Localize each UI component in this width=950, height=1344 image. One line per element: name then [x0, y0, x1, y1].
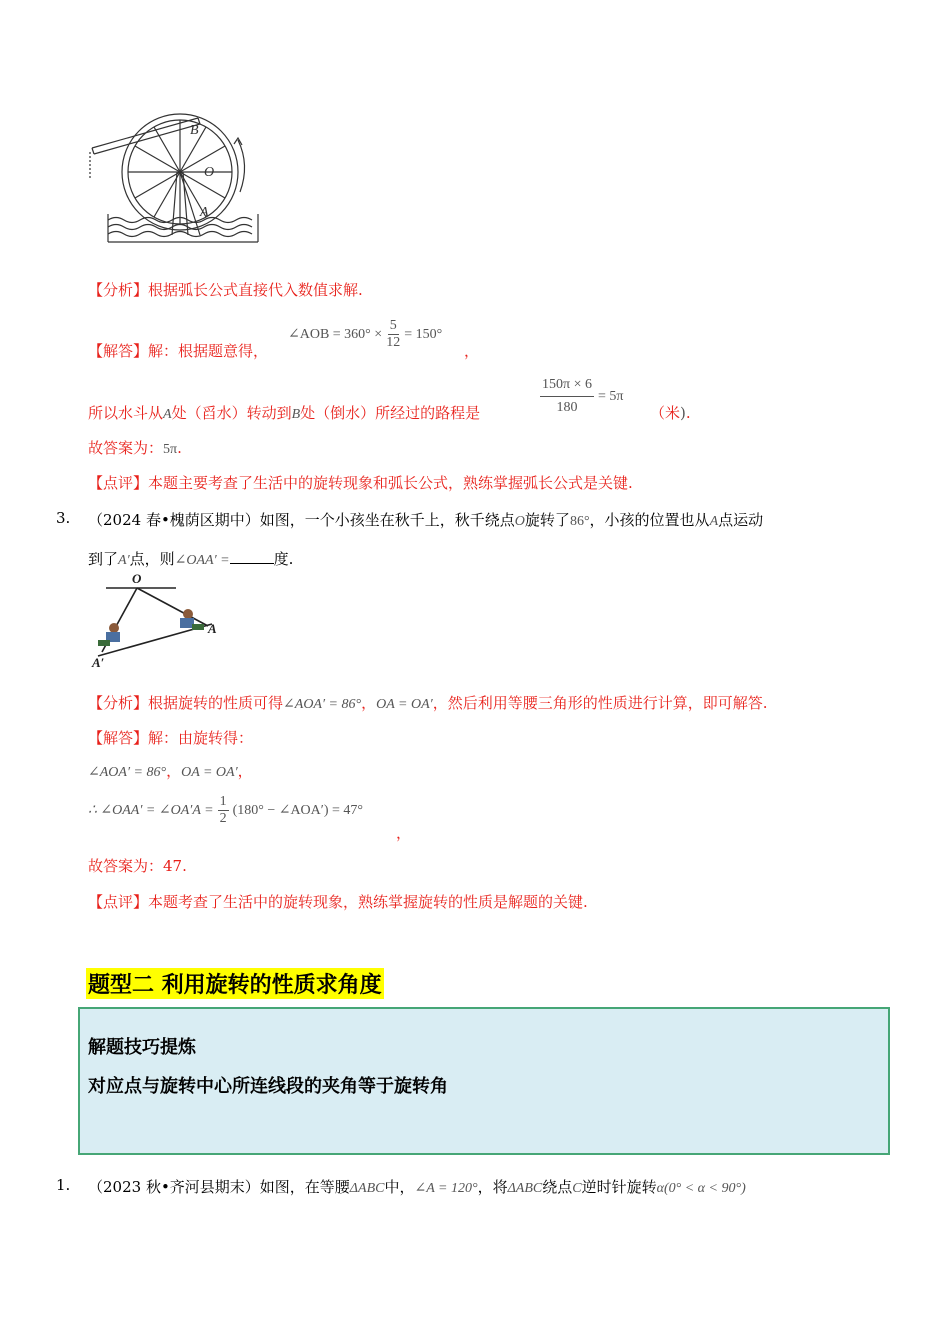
answer-2-line1 — [88, 760, 253, 781]
a2l1-eq1: ∠AOA′ = 86° — [88, 765, 167, 780]
analysis2-b: ，然后利用等腰三角形的性质进行计算，即可解答. — [432, 694, 768, 712]
q3-angle: ∠OAA′ = — [174, 553, 230, 568]
analysis2-comma: ， — [361, 694, 377, 712]
q3-point-O: O — [514, 514, 525, 529]
child-left — [98, 623, 120, 646]
a2l2-right: (180° − ∠AOA′) = 47° — [232, 803, 363, 818]
a2l1-eq2: OA = OA′ — [181, 765, 238, 780]
swing-rope-right — [137, 588, 208, 626]
a2l2-end: ， — [396, 824, 412, 842]
question-1-number: 1. — [56, 1176, 71, 1194]
comment-text: 本题主要考查了生活中的旋转现象和弧长公式，熟练掌握弧长公式是关键. — [148, 474, 633, 492]
rotation-arrow — [238, 140, 245, 192]
answer-tag: 【解答】 — [88, 342, 149, 360]
q3-line2-a: 到了 — [88, 550, 119, 568]
analysis-2 — [88, 692, 767, 713]
a2l2-left: ∴ ∠OAA′ = ∠OA′A = — [88, 803, 214, 818]
water-wheel-figure — [80, 110, 270, 245]
answer-2-intro — [88, 727, 253, 748]
comment2-text: 本题考查了生活中的旋转现象，熟练掌握旋转的性质是解题的关键. — [148, 893, 588, 911]
q1-text-d: 绕点 — [542, 1178, 573, 1196]
a2l2-fraction — [218, 794, 229, 827]
q3-text-b: 旋转了 — [524, 511, 570, 529]
final-value: 5π — [163, 442, 178, 457]
tips-text: 对应点与旋转中心所连线段的夹角等于旋转角 — [88, 1076, 448, 1097]
eq2-den: 180 — [556, 400, 578, 415]
q3-text-c: ，小孩的位置也从 — [589, 511, 710, 529]
final-end: . — [177, 439, 182, 457]
swing-figure — [84, 568, 234, 672]
q1-text-e: 逆时针旋转 — [581, 1178, 657, 1196]
analysis-tag: 【分析】 — [88, 281, 149, 299]
comment-1 — [88, 472, 633, 493]
eq1-num: 5 — [389, 318, 397, 333]
eq1-den: 12 — [386, 335, 401, 350]
analysis2-eq2: OA = OA′ — [376, 697, 433, 712]
unit-paren: ) — [680, 404, 686, 422]
tips-title: 解题技巧提炼 — [88, 1037, 196, 1058]
label-A: A — [200, 205, 209, 220]
analysis-text: 根据弧长公式直接代入数值求解. — [148, 281, 363, 299]
equation-path — [540, 374, 623, 419]
answer-intro: 解：根据题意得， — [148, 342, 269, 360]
final-answer-1 — [88, 437, 182, 458]
q1-tri2: ΔABC — [507, 1181, 543, 1196]
eq1-fraction — [386, 318, 400, 351]
label-B: B — [190, 123, 199, 138]
analysis-1 — [88, 279, 363, 300]
eq2-num: 150π × 6 — [540, 374, 594, 397]
q1-angle: ∠A = 120° — [414, 1181, 478, 1196]
point-B: B — [291, 407, 301, 422]
eq2-fraction — [540, 374, 594, 419]
question-3-number: 3. — [56, 509, 71, 527]
q1-text-b: 中， — [384, 1178, 415, 1196]
equation-aob — [288, 318, 442, 351]
unit-end: . — [685, 404, 691, 422]
unit-text — [650, 402, 691, 423]
q1-text-a: （2023 秋•齐河县期末）如图，在等腰 — [88, 1178, 350, 1196]
question-1-line1 — [88, 1176, 746, 1197]
comment-2 — [88, 891, 588, 912]
analysis2-tag: 【分析】 — [88, 694, 149, 712]
line2-b: 处（舀水）转动到 — [171, 404, 292, 422]
q1-point-C: C — [572, 1181, 582, 1196]
answer-blank[interactable] — [230, 549, 274, 564]
eq1-after: ， — [464, 342, 480, 360]
comment2-tag: 【点评】 — [88, 893, 149, 911]
child-right — [180, 609, 204, 630]
q1-alpha: α(0° < α < 90°) — [656, 1181, 746, 1196]
unit-label: （米 — [650, 404, 681, 422]
eq1-left: ∠AOB = 360° × — [288, 327, 383, 342]
q3-text-a: （2024 春•槐荫区期中）如图，一个小孩坐在秋千上，秋千绕点 — [88, 511, 515, 529]
q3-deg: 86° — [569, 514, 590, 529]
q3-text-d: 点运动 — [718, 511, 764, 529]
analysis2-eq1: ∠AOA′ = 86° — [283, 697, 362, 712]
q1-text-c: ，将 — [477, 1178, 508, 1196]
answer-2-line2 — [88, 794, 363, 827]
a2l2-den: 2 — [219, 811, 227, 826]
eq1-right: = 150° — [404, 326, 443, 342]
label-O: O — [204, 165, 215, 180]
answer2-intro: 解：由旋转得： — [148, 729, 254, 747]
q3-line2-b: 点，则 — [129, 550, 175, 568]
answer-1-line2 — [88, 402, 480, 423]
a2l2-num: 1 — [219, 794, 227, 809]
a2l1-end: ， — [237, 762, 253, 780]
comment-tag: 【点评】 — [88, 474, 149, 492]
trough — [90, 118, 200, 180]
rotation-arrowhead — [234, 138, 242, 145]
line2-a: 所以水斗从 — [88, 404, 164, 422]
question-3-line1 — [88, 509, 763, 530]
line2-c: 处（倒水）所经过的路程是 — [300, 404, 481, 422]
question-3-line2 — [88, 548, 293, 569]
answer-1-intro — [88, 340, 268, 361]
swing-label-Aprime: A′ — [92, 655, 105, 670]
q1-tri1: ΔABC — [349, 1181, 385, 1196]
swing-label-A: A — [208, 621, 217, 636]
answer2-tag: 【解答】 — [88, 729, 149, 747]
final-answer-2: 故答案为：47. — [88, 857, 187, 875]
q3-point-A: A — [709, 514, 719, 529]
swing-label-O: O — [132, 571, 142, 586]
analysis2-a: 根据旋转的性质可得 — [148, 694, 284, 712]
section-heading: 题型二 利用旋转的性质求角度 — [86, 968, 384, 999]
tips-box — [78, 1007, 890, 1155]
point-A: A — [163, 407, 172, 422]
q3-point-Aprime: A′ — [118, 553, 130, 568]
q3-line2-c: 度. — [273, 550, 294, 568]
final-label: 故答案为： — [88, 439, 164, 457]
water-waves — [108, 214, 258, 242]
eq2-right: = 5π — [597, 388, 624, 404]
a2l1-sep: ， — [166, 762, 182, 780]
